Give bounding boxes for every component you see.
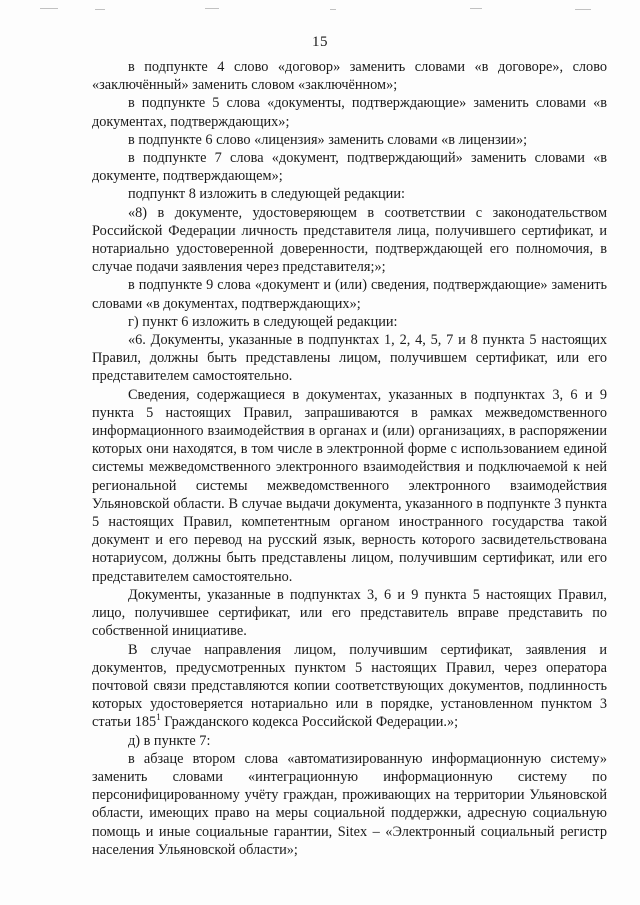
scan-speck [95,9,105,10]
scan-speck [40,8,58,9]
paragraph-subitem-8-intro: подпункт 8 изложить в следующей редакции: [128,186,405,203]
paragraph-subitem-5: в подпункте 5 слова «документы, подтверждающие» заменить словами «в документах, подтверждающих»; [92,95,607,130]
scan-speck [575,9,591,10]
civil-code-text-before: В случае направления лицом, получившим сертификат, заявления и документов, предусмотренных пунктом 5 настоящих Правил, через оператора почтовой связи представляются копии соответствующих документов, подлинность которых удостоверяется нотариально или в порядке, установленном пунктом 3 статьи 185 [92,641,607,731]
paragraph-subitem-8-text: «8) в документе, удостоверяющем в соответствии с законодательством Российской Федерации личность представителя лица, получившего сертификат, и нотариально удостоверенной доверенности, подтверждающей его полномочия, в случае подачи заявления через представителя;»; [92,204,607,276]
paragraph-own-initiative: Документы, указанные в подпунктах 3, 6 и 9 пункта 5 настоящих Правил, лицо, получившее сертификат, или его представитель вправе представить по собственной инициативе. [92,586,607,640]
paragraph-subitem-4: в подпункте 4 слово «договор» заменить словами «в договоре», слово «заключённый» заменить словом «заключённом»; [92,59,607,94]
paragraph-point-6: «6. Документы, указанные в подпунктах 1, 2, 4, 5, 7 и 8 пункта 5 настоящих Правил, должны быть представлены лицом, получившем сертификат, или его представителем самостоятельно. [92,332,607,385]
paragraph-interagency-info: Сведения, содержащиеся в документах, указанных в подпунктах 3, 6 и 9 пункта 5 настоящих Правил, запрашиваются в рамках межведомственного информационного взаимодействия в органах и (или) организациях, в распоряжении которых они находятся, в том числе в электронной форме с использованием единой системы межведомственного электронного взаимодействия и подключаемой к ней региональной системы межведомственного электронного взаимодействия Ульяновской области. В случае выдачи документа, указанного в подпункте 3 пункта 5 настоящих Правил, компетентным органом иностранного государства такой документ и его перевод на русский язык, верность которого засвидетельствована нотариусом, должны быть представлены лицом, получившим сертификат, или его представителем самостоятельно. [92,386,607,585]
scan-speck [470,8,482,9]
scan-speck [205,8,219,9]
civil-code-text-after: Гражданского кодекса Российской Федерации.»; [160,714,459,731]
paragraph-item-d: д) в пункте 7: [128,732,211,749]
article-superscript: 1 [156,712,161,723]
page-number: 15 [312,34,328,50]
paragraph-abzac-2: в абзаце втором слова «автоматизированную информационную систему» заменить словами «интеграционную информационную систему по персонифицированному учёту граждан, проживающих на территории Ульяновской области, имеющих право на меры социальной поддержки, адресную социальную помощь и иные социальные гарантии, Sitex – «Электронный социальный регистр населения Ульяновской области»; [92,750,607,858]
paragraph-subitem-6: в подпункте 6 слово «лицензия» заменить словами «в лицензии»; [128,131,528,148]
document-body [92,58,607,859]
scan-speck [330,9,336,10]
paragraph-postal-delivery [92,641,607,732]
paragraph-subitem-7: в подпункте 7 слова «документ, подтверждающий» заменить словами «в документе, подтверждающем»; [92,150,607,185]
paragraph-item-g: г) пункт 6 изложить в следующей редакции: [128,313,398,330]
paragraph-subitem-9: в подпункте 9 слова «документ и (или) сведения, подтверждающие» заменить словами «в документах, подтверждающих»; [92,277,607,312]
